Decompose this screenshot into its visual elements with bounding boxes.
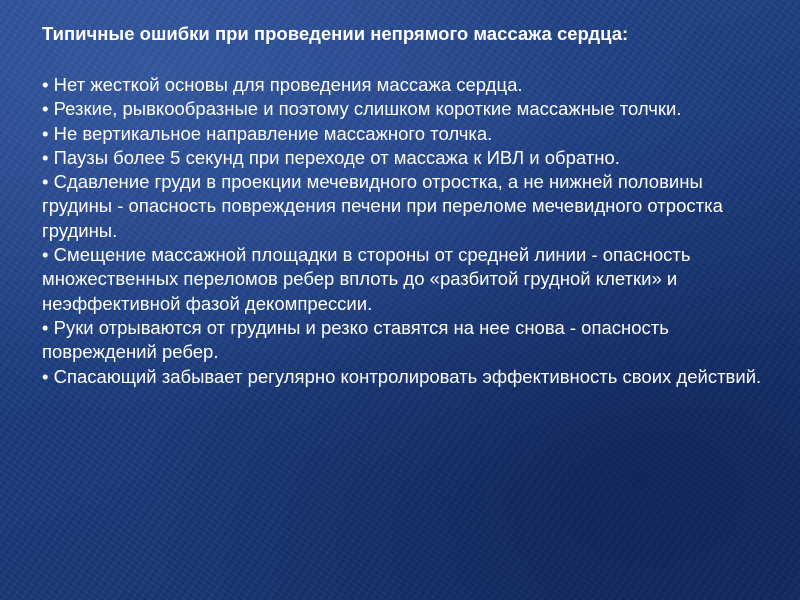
bullet-item bbox=[42, 122, 762, 146]
bullet-item bbox=[42, 146, 762, 170]
bullet-text: Резкие, рывкообразные и поэтому слишком короткие массажные толчки. bbox=[53, 98, 682, 120]
bullet-text: Спасающий забывает регулярно контролировать эффективность своих действий. bbox=[53, 365, 762, 387]
bullet-text: Сдавление груди в проекции мечевидного отростка, а не нижней половины грудины - опасность повреждения печени при переломе мечевидного отростка грудины. bbox=[42, 171, 723, 241]
bullet-icon: • bbox=[42, 171, 49, 193]
bullet-icon: • bbox=[42, 316, 49, 338]
bullet-text: Руки отрываются от грудины и резко ставятся на нее снова - опасность повреждений ребер. bbox=[42, 316, 669, 363]
bullet-text: Паузы более 5 секунд при переходе от массажа к ИВЛ и обратно. bbox=[53, 146, 620, 168]
bullet-list bbox=[42, 73, 762, 389]
bullet-item bbox=[42, 365, 762, 389]
title-spacer bbox=[42, 47, 762, 73]
bullet-text: Смещение массажной площадки в стороны от средней линии - опасность множественных переломов ребер вплоть до «разбитой грудной клетки» и неэффективной фазой декомпрессии. bbox=[42, 244, 691, 314]
slide-title: Типичные ошибки при проведении непрямого массажа сердца: bbox=[42, 23, 629, 44]
bullet-icon: • bbox=[42, 74, 49, 95]
bullet-item bbox=[42, 243, 762, 316]
bullet-item bbox=[42, 73, 762, 97]
bullet-icon: • bbox=[42, 365, 49, 387]
bullet-icon: • bbox=[42, 122, 49, 144]
bullet-text: Не вертикальное направление массажного толчка. bbox=[53, 122, 493, 144]
bullet-icon: • bbox=[42, 146, 49, 168]
slide-content bbox=[42, 20, 762, 389]
bullet-item bbox=[42, 170, 762, 243]
bullet-text: Нет жесткой основы для проведения массажа сердца. bbox=[53, 74, 523, 95]
bullet-item bbox=[42, 97, 762, 121]
bullet-icon: • bbox=[42, 98, 49, 120]
bullet-item bbox=[42, 316, 762, 365]
bullet-icon: • bbox=[42, 244, 49, 266]
